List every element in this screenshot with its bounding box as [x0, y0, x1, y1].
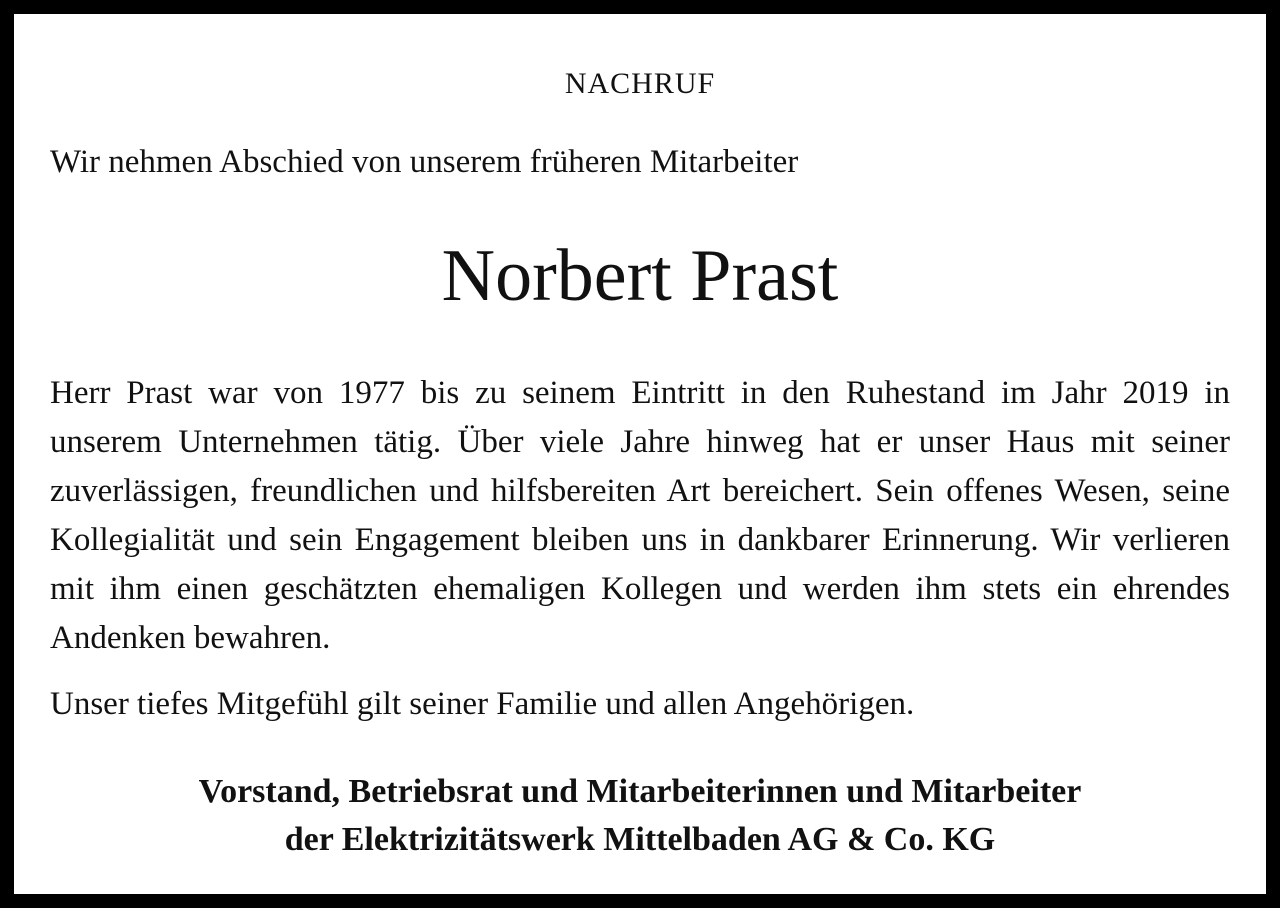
obituary-notice — [14, 14, 1266, 894]
tribute-paragraph: Herr Prast war von 1977 bis zu seinem Eintritt in den Ruhestand im Jahr 2019 in unserem Unternehmen tätig. Über viele Jahre hinweg hat er unser Haus mit seiner zuverlässigen, freundlichen und hilfsbereiten Art bereichert. Sein offenes Wesen, seine Kollegialität und sein Engagement bleiben uns in dankbarer Erinnerung. Wir verlieren mit ihm einen geschätzten ehemaligen Kollegen und werden ihm stets ein ehrendes Andenken bewahren. — [50, 375, 1230, 656]
signature-block — [14, 768, 1266, 864]
notice-heading: NACHRUF — [564, 67, 716, 100]
condolence-text: Unser tiefes Mitgefühl gilt seiner Familie und allen Angehörigen. — [50, 686, 915, 722]
signature-line-2: der Elektrizitätswerk Mittelbaden AG & Co. KG — [284, 821, 996, 858]
signature-line-1: Vorstand, Betriebsrat und Mitarbeiterinnen und Mitarbeiter — [198, 773, 1082, 810]
deceased-name: Norbert Prast — [441, 235, 839, 317]
intro-text: Wir nehmen Abschied von unserem früheren Mitarbeiter — [50, 144, 799, 180]
